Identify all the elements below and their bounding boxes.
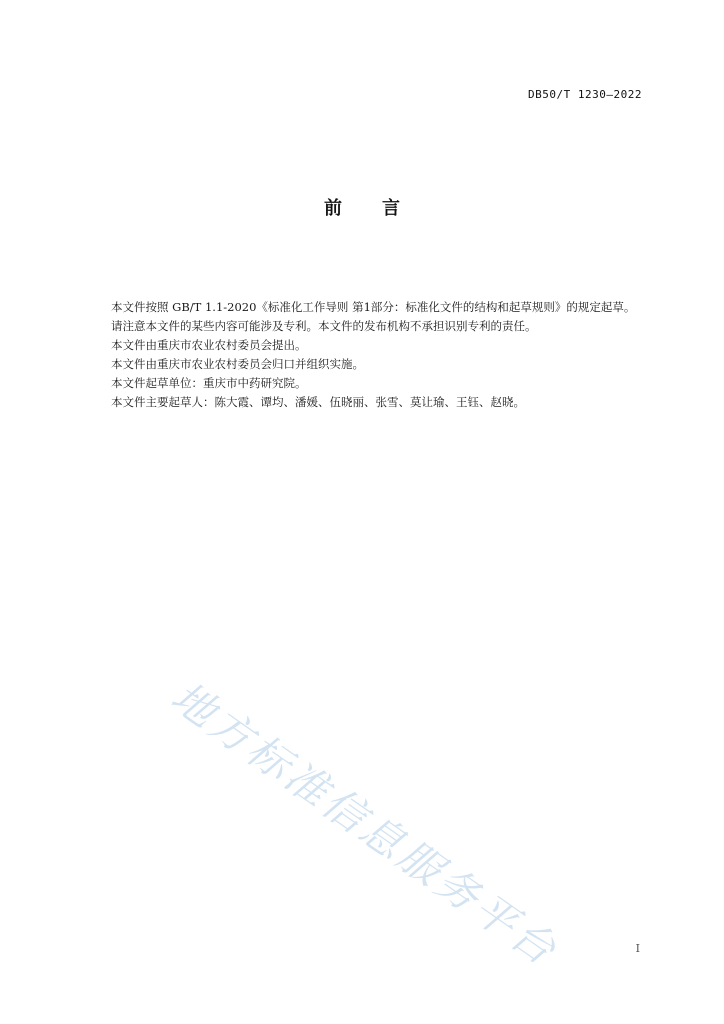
paragraph-proposer: 本文件由重庆市农业农村委员会提出。 (111, 338, 307, 352)
watermark: 地方标准信息服务平台 (162, 671, 568, 976)
paragraph-drafting-rules: 本文件按照 GB/T 1.1-2020《标准化工作导则 第1部分：标准化文件的结构和起草规则》的规定起草。 (111, 300, 636, 314)
paragraph-patent-notice: 请注意本文件的某些内容可能涉及专利。本文件的发布机构不承担识别专利的责任。 (111, 319, 537, 333)
page-title-part-2: 言 (382, 198, 400, 219)
paragraph-drafting-unit: 本文件起草单位：重庆市中药研究院。 (111, 376, 307, 390)
paragraph-drafters: 本文件主要起草人：陈大霞、谭均、潘媛、伍晓丽、张雪、莫让瑜、王钰、赵晓。 (111, 395, 525, 409)
page-title-part-1: 前 (324, 198, 342, 219)
document-code: DB50/T 1230—2022 (528, 88, 642, 101)
foreword-body (88, 298, 658, 412)
page-title (0, 194, 724, 220)
paragraph-administrator: 本文件由重庆市农业农村委员会归口并组织实施。 (111, 357, 364, 371)
page-number: I (635, 942, 640, 955)
